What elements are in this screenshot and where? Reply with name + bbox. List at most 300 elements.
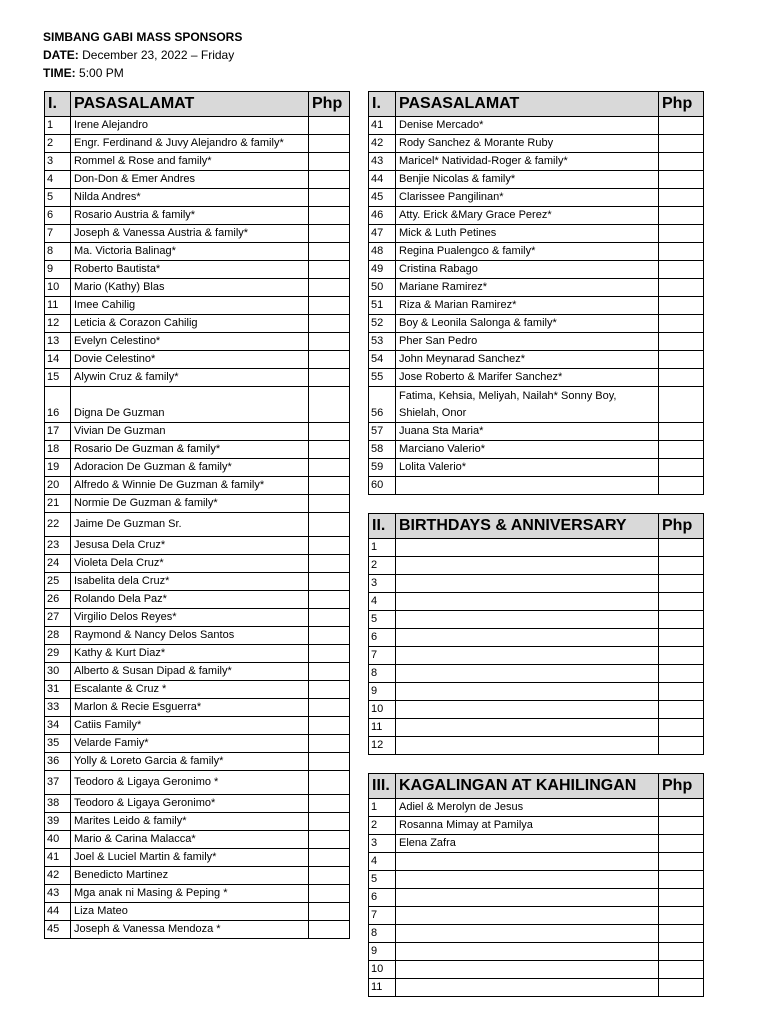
php-amount-cell — [659, 665, 704, 683]
row-number: 6 — [45, 207, 71, 225]
row-number: 46 — [369, 207, 396, 225]
time-value: 5:00 PM — [79, 66, 124, 80]
row-number: 48 — [369, 243, 396, 261]
php-column-header: Php — [309, 92, 350, 117]
table-row — [369, 719, 704, 737]
php-amount-cell — [309, 477, 350, 495]
sponsor-name: Benjie Nicolas & family* — [396, 171, 659, 189]
row-number: 2 — [369, 557, 396, 575]
row-number: 33 — [45, 699, 71, 717]
php-amount-cell — [659, 835, 704, 853]
sponsor-name — [396, 719, 659, 737]
sponsor-name: Mario & Carina Malacca* — [71, 831, 309, 849]
sponsor-name: Marciano Valerio* — [396, 441, 659, 459]
sponsor-name: Benedicto Martinez — [71, 867, 309, 885]
php-amount-cell — [659, 369, 704, 387]
table-row — [45, 423, 350, 441]
sponsor-name: Raymond & Nancy Delos Santos — [71, 627, 309, 645]
php-column-header: Php — [659, 774, 704, 799]
table-row — [369, 459, 704, 477]
row-number: 30 — [45, 663, 71, 681]
table-row — [45, 627, 350, 645]
php-amount-cell — [659, 683, 704, 701]
table-row — [45, 333, 350, 351]
table-row — [45, 813, 350, 831]
sponsor-name: Clarissee Pangilinan* — [396, 189, 659, 207]
php-amount-cell — [659, 979, 704, 997]
table-row — [369, 135, 704, 153]
date-line — [43, 46, 242, 64]
table-row — [45, 225, 350, 243]
php-amount-cell — [309, 537, 350, 555]
sponsor-name: Rosanna Mimay at Pamilya — [396, 817, 659, 835]
row-number: 44 — [45, 903, 71, 921]
sponsor-name: Atty. Erick &Mary Grace Perez* — [396, 207, 659, 225]
table-row — [45, 513, 350, 537]
table-row — [369, 225, 704, 243]
php-amount-cell — [309, 867, 350, 885]
sponsor-name: Yolly & Loreto Garcia & family* — [71, 753, 309, 771]
sponsor-name: Isabelita dela Cruz* — [71, 573, 309, 591]
php-amount-cell — [659, 279, 704, 297]
php-amount-cell — [309, 297, 350, 315]
sponsor-name — [396, 701, 659, 719]
php-amount-cell — [659, 853, 704, 871]
sponsor-name: Marlon & Recie Esguerra* — [71, 699, 309, 717]
section-number: I. — [45, 92, 71, 117]
pasasalamat-table-right — [368, 91, 704, 495]
php-amount-cell — [659, 225, 704, 243]
php-amount-cell — [659, 351, 704, 369]
row-number: 9 — [45, 261, 71, 279]
table-row — [369, 593, 704, 611]
table-row — [45, 735, 350, 753]
row-number: 45 — [369, 189, 396, 207]
row-number: 19 — [45, 459, 71, 477]
php-amount-cell — [659, 189, 704, 207]
row-number: 16 — [45, 387, 71, 423]
php-amount-cell — [309, 171, 350, 189]
row-number: 50 — [369, 279, 396, 297]
php-amount-cell — [659, 871, 704, 889]
row-number: 52 — [369, 315, 396, 333]
php-amount-cell — [659, 387, 704, 423]
php-amount-cell — [309, 681, 350, 699]
sponsor-name: Teodoro & Ligaya Geronimo* — [71, 795, 309, 813]
sponsor-name — [396, 979, 659, 997]
birthdays-anniversary-table — [368, 513, 704, 755]
row-number: 6 — [369, 889, 396, 907]
sponsor-name — [396, 647, 659, 665]
table-row — [45, 369, 350, 387]
row-number: 43 — [45, 885, 71, 903]
sponsor-name: Virgilio Delos Reyes* — [71, 609, 309, 627]
sponsor-name: Roberto Bautista* — [71, 261, 309, 279]
table-row — [45, 663, 350, 681]
table-row — [45, 903, 350, 921]
table-row — [369, 907, 704, 925]
php-amount-cell — [659, 799, 704, 817]
sponsor-name: Liza Mateo — [71, 903, 309, 921]
sponsor-name — [396, 871, 659, 889]
table-header-row — [45, 92, 350, 117]
php-amount-cell — [659, 629, 704, 647]
sponsor-name: Rosario Austria & family* — [71, 207, 309, 225]
table-row — [45, 717, 350, 735]
sponsor-name: Lolita Valerio* — [396, 459, 659, 477]
php-amount-cell — [309, 423, 350, 441]
table-row — [369, 853, 704, 871]
php-amount-cell — [309, 225, 350, 243]
row-number: 8 — [369, 925, 396, 943]
row-number: 11 — [369, 719, 396, 737]
row-number: 8 — [45, 243, 71, 261]
php-amount-cell — [309, 117, 350, 135]
sponsor-name: Rody Sanchez & Morante Ruby — [396, 135, 659, 153]
table-row — [369, 557, 704, 575]
table-row — [45, 387, 350, 423]
row-number: 38 — [45, 795, 71, 813]
row-number: 23 — [45, 537, 71, 555]
table-row — [45, 537, 350, 555]
php-amount-cell — [309, 645, 350, 663]
sponsor-name — [396, 925, 659, 943]
row-number: 25 — [45, 573, 71, 591]
sponsor-name: Boy & Leonila Salonga & family* — [396, 315, 659, 333]
row-number: 42 — [369, 135, 396, 153]
php-amount-cell — [659, 459, 704, 477]
row-number: 22 — [45, 513, 71, 537]
table-row — [369, 683, 704, 701]
php-amount-cell — [309, 573, 350, 591]
php-amount-cell — [659, 889, 704, 907]
row-number: 49 — [369, 261, 396, 279]
table-row — [45, 261, 350, 279]
table-row — [369, 817, 704, 835]
row-number: 21 — [45, 495, 71, 513]
row-number: 29 — [45, 645, 71, 663]
php-amount-cell — [309, 333, 350, 351]
php-amount-cell — [659, 539, 704, 557]
table-row — [45, 153, 350, 171]
section-title: PASASALAMAT — [396, 92, 659, 117]
sponsor-name — [396, 539, 659, 557]
sponsor-name: Velarde Famiy* — [71, 735, 309, 753]
php-amount-cell — [309, 591, 350, 609]
table-row — [369, 611, 704, 629]
table-row — [45, 753, 350, 771]
table-row — [45, 351, 350, 369]
php-amount-cell — [659, 423, 704, 441]
php-amount-cell — [659, 701, 704, 719]
php-amount-cell — [659, 153, 704, 171]
row-number: 9 — [369, 683, 396, 701]
table-row — [45, 243, 350, 261]
php-amount-cell — [659, 593, 704, 611]
php-amount-cell — [659, 171, 704, 189]
php-amount-cell — [659, 441, 704, 459]
table-row — [369, 737, 704, 755]
row-number: 41 — [369, 117, 396, 135]
table-row — [369, 799, 704, 817]
table-header-row — [369, 92, 704, 117]
table-header-row — [369, 774, 704, 799]
php-amount-cell — [659, 611, 704, 629]
sponsor-name: Cristina Rabago — [396, 261, 659, 279]
table-row — [45, 495, 350, 513]
php-amount-cell — [309, 387, 350, 423]
sponsor-name: Leticia & Corazon Cahilig — [71, 315, 309, 333]
php-amount-cell — [309, 153, 350, 171]
table-row — [45, 297, 350, 315]
sponsor-name: Don-Don & Emer Andres — [71, 171, 309, 189]
table-row — [369, 477, 704, 495]
row-number: 5 — [369, 871, 396, 889]
sponsor-name: Adoracion De Guzman & family* — [71, 459, 309, 477]
table-row — [369, 351, 704, 369]
date-value: December 23, 2022 – Friday — [82, 48, 235, 62]
sponsor-name: Engr. Ferdinand & Juvy Alejandro & family* — [71, 135, 309, 153]
table-row — [45, 885, 350, 903]
row-number: 3 — [369, 835, 396, 853]
table-row — [45, 171, 350, 189]
table-row — [369, 943, 704, 961]
php-amount-cell — [309, 627, 350, 645]
table-row — [369, 701, 704, 719]
php-amount-cell — [659, 943, 704, 961]
time-label: TIME: — [43, 66, 76, 80]
row-number: 28 — [45, 627, 71, 645]
sponsor-name: Adiel & Merolyn de Jesus — [396, 799, 659, 817]
php-amount-cell — [309, 315, 350, 333]
date-label: DATE: — [43, 48, 79, 62]
table-row — [369, 279, 704, 297]
sponsor-name: Rommel & Rose and family* — [71, 153, 309, 171]
table-row — [369, 153, 704, 171]
row-number: 11 — [45, 297, 71, 315]
row-number: 58 — [369, 441, 396, 459]
php-amount-cell — [309, 885, 350, 903]
row-number: 3 — [369, 575, 396, 593]
table-row — [369, 207, 704, 225]
php-amount-cell — [309, 135, 350, 153]
row-number: 35 — [45, 735, 71, 753]
php-amount-cell — [309, 369, 350, 387]
table-row — [45, 645, 350, 663]
row-number: 45 — [45, 921, 71, 939]
row-number: 11 — [369, 979, 396, 997]
row-number: 4 — [369, 593, 396, 611]
section-number: III. — [369, 774, 396, 799]
row-number: 36 — [45, 753, 71, 771]
row-number: 4 — [45, 171, 71, 189]
table-row — [369, 189, 704, 207]
sponsor-name — [396, 557, 659, 575]
sponsor-name — [396, 889, 659, 907]
php-amount-cell — [309, 663, 350, 681]
php-amount-cell — [309, 813, 350, 831]
php-amount-cell — [309, 717, 350, 735]
row-number: 51 — [369, 297, 396, 315]
row-number: 7 — [45, 225, 71, 243]
row-number: 5 — [45, 189, 71, 207]
table-row — [369, 925, 704, 943]
sponsor-name: Irene Alejandro — [71, 117, 309, 135]
php-amount-cell — [309, 351, 350, 369]
row-number: 5 — [369, 611, 396, 629]
php-amount-cell — [659, 557, 704, 575]
php-amount-cell — [309, 903, 350, 921]
row-number: 60 — [369, 477, 396, 495]
php-amount-cell — [659, 647, 704, 665]
table-row — [369, 369, 704, 387]
sponsor-name: Teodoro & Ligaya Geronimo * — [71, 771, 309, 795]
row-number: 41 — [45, 849, 71, 867]
table-row — [45, 771, 350, 795]
table-row — [45, 921, 350, 939]
php-amount-cell — [309, 279, 350, 297]
pasasalamat-table-left — [44, 91, 350, 939]
sponsor-name: John Meynarad Sanchez* — [396, 351, 659, 369]
row-number: 56 — [369, 387, 396, 423]
sponsor-name: Mario (Kathy) Blas — [71, 279, 309, 297]
table-row — [369, 961, 704, 979]
row-number: 12 — [369, 737, 396, 755]
row-number: 6 — [369, 629, 396, 647]
sponsor-name: Elena Zafra — [396, 835, 659, 853]
table-row — [45, 279, 350, 297]
table-row — [45, 573, 350, 591]
section-number: II. — [369, 514, 396, 539]
row-number: 2 — [369, 817, 396, 835]
sponsor-name: Jaime De Guzman Sr. — [71, 513, 309, 537]
row-number: 27 — [45, 609, 71, 627]
table-row — [45, 117, 350, 135]
row-number: 1 — [369, 799, 396, 817]
php-amount-cell — [309, 771, 350, 795]
row-number: 44 — [369, 171, 396, 189]
php-amount-cell — [659, 477, 704, 495]
row-number: 54 — [369, 351, 396, 369]
table-row — [369, 297, 704, 315]
sponsor-name — [396, 943, 659, 961]
row-number: 3 — [45, 153, 71, 171]
php-amount-cell — [659, 961, 704, 979]
table-row — [369, 629, 704, 647]
php-amount-cell — [659, 575, 704, 593]
row-number: 14 — [45, 351, 71, 369]
sponsor-name: Joel & Luciel Martin & family* — [71, 849, 309, 867]
php-amount-cell — [659, 925, 704, 943]
table-row — [369, 871, 704, 889]
table-row — [369, 647, 704, 665]
table-row — [45, 795, 350, 813]
sponsor-name: Jose Roberto & Marifer Sanchez* — [396, 369, 659, 387]
table-row — [45, 591, 350, 609]
table-row — [369, 539, 704, 557]
row-number: 55 — [369, 369, 396, 387]
sponsor-name — [396, 853, 659, 871]
php-amount-cell — [659, 207, 704, 225]
php-amount-cell — [659, 737, 704, 755]
row-number: 12 — [45, 315, 71, 333]
row-number: 7 — [369, 907, 396, 925]
sponsor-name — [396, 593, 659, 611]
sponsor-name: Maricel* Natividad-Roger & family* — [396, 153, 659, 171]
table-row — [369, 387, 704, 423]
sponsor-name: Mick & Luth Petines — [396, 225, 659, 243]
row-number: 24 — [45, 555, 71, 573]
php-amount-cell — [309, 459, 350, 477]
table-row — [369, 889, 704, 907]
sponsor-name: Imee Cahilig — [71, 297, 309, 315]
table-row — [369, 315, 704, 333]
sponsor-name: Kathy & Kurt Diaz* — [71, 645, 309, 663]
table-row — [45, 555, 350, 573]
sponsor-name — [396, 907, 659, 925]
table-row — [45, 207, 350, 225]
row-number: 9 — [369, 943, 396, 961]
row-number: 7 — [369, 647, 396, 665]
row-number: 59 — [369, 459, 396, 477]
section-title: KAGALINGAN AT KAHILINGAN — [396, 774, 659, 799]
sponsor-name — [396, 629, 659, 647]
php-amount-cell — [309, 513, 350, 537]
sponsor-name: Vivian De Guzman — [71, 423, 309, 441]
php-amount-cell — [659, 333, 704, 351]
sponsor-name — [396, 737, 659, 755]
row-number: 43 — [369, 153, 396, 171]
row-number: 40 — [45, 831, 71, 849]
sponsor-name: Nilda Andres* — [71, 189, 309, 207]
sponsor-name: Digna De Guzman — [71, 387, 309, 423]
row-number: 18 — [45, 441, 71, 459]
row-number: 31 — [45, 681, 71, 699]
table-row — [45, 189, 350, 207]
time-line — [43, 64, 242, 82]
sponsor-name: Joseph & Vanessa Mendoza * — [71, 921, 309, 939]
sponsor-name: Alywin Cruz & family* — [71, 369, 309, 387]
table-row — [369, 243, 704, 261]
row-number: 1 — [45, 117, 71, 135]
row-number: 37 — [45, 771, 71, 795]
row-number: 17 — [45, 423, 71, 441]
php-amount-cell — [659, 243, 704, 261]
php-amount-cell — [309, 699, 350, 717]
php-amount-cell — [309, 555, 350, 573]
php-amount-cell — [309, 753, 350, 771]
row-number: 26 — [45, 591, 71, 609]
row-number: 1 — [369, 539, 396, 557]
row-number: 42 — [45, 867, 71, 885]
php-amount-cell — [309, 207, 350, 225]
sponsor-name: Juana Sta Maria* — [396, 423, 659, 441]
sponsor-name: Denise Mercado* — [396, 117, 659, 135]
row-number: 15 — [45, 369, 71, 387]
row-number: 2 — [45, 135, 71, 153]
sponsor-name — [396, 477, 659, 495]
php-amount-cell — [659, 907, 704, 925]
php-amount-cell — [659, 117, 704, 135]
table-row — [45, 831, 350, 849]
sponsor-name — [396, 575, 659, 593]
sponsor-name: Mariane Ramirez* — [396, 279, 659, 297]
table-row — [45, 849, 350, 867]
php-amount-cell — [309, 831, 350, 849]
php-amount-cell — [659, 297, 704, 315]
sponsor-name: Ma. Victoria Balinag* — [71, 243, 309, 261]
document-header — [43, 28, 242, 82]
